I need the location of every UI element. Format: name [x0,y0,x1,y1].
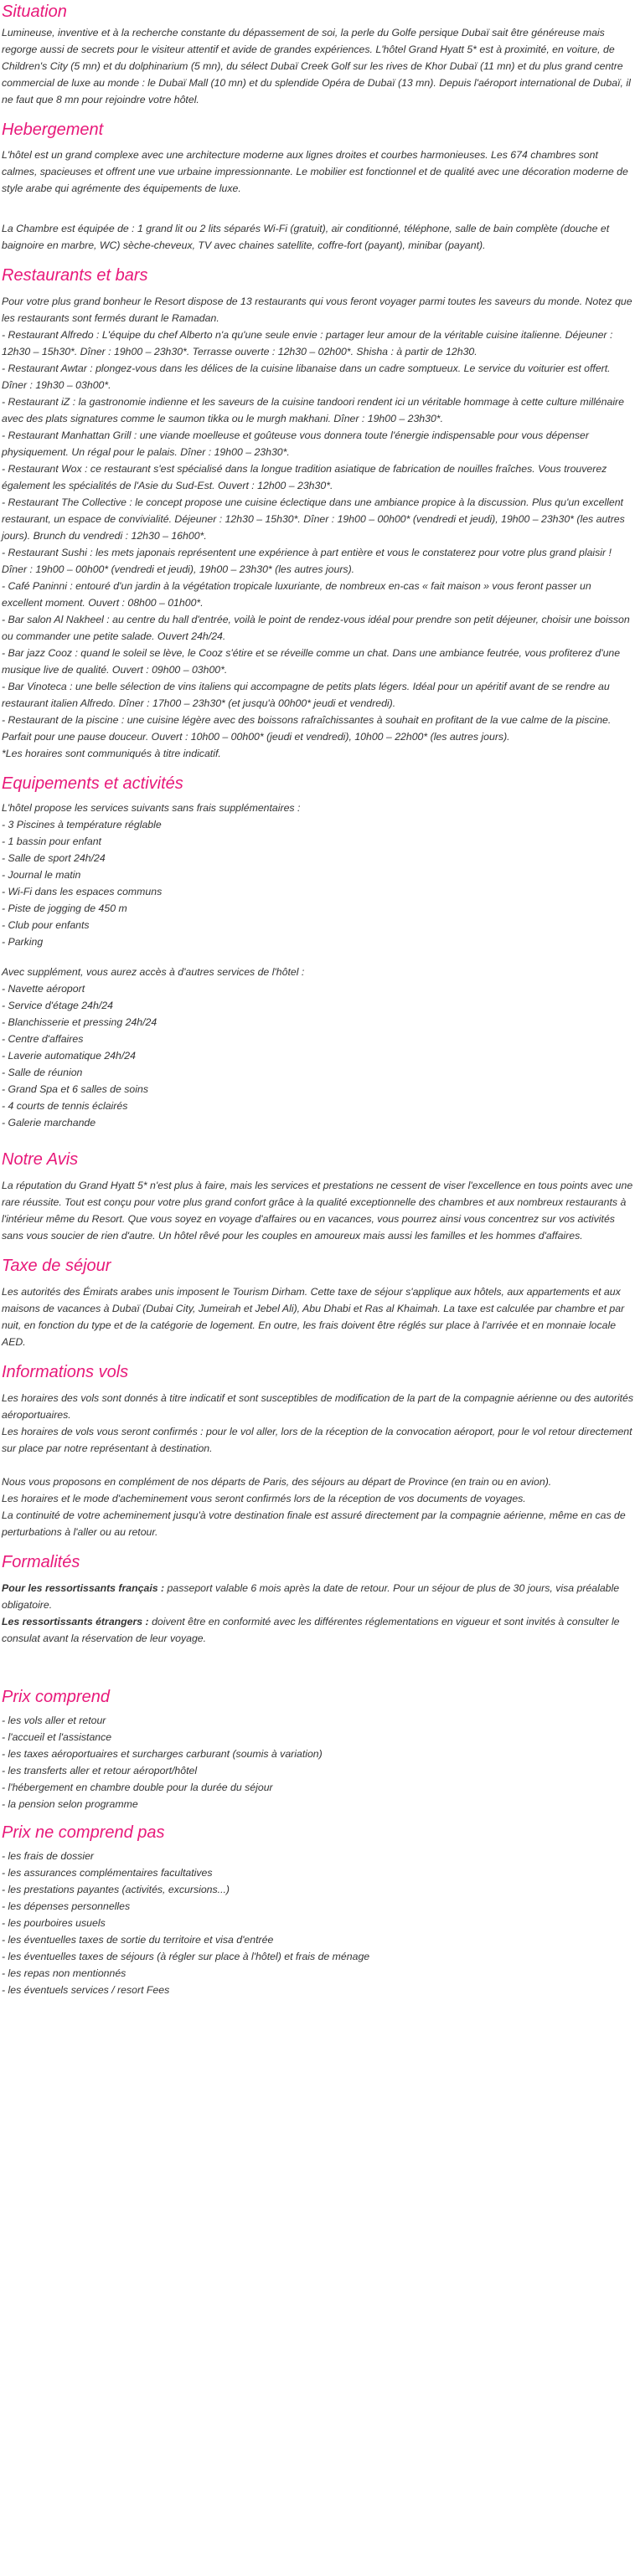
list-item: - les dépenses personnelles [2,1900,131,1912]
list-item: - Bar Vinoteca : une belle sélection de vins italiens qui accompagne de petits plats légers. Idéal pour un apéritif avant de se rendre au restaurant italien Alfredo. Dîner : 17h00 – 23h30* (et jusqu'à 00h00* jeudi et vendredi). [2,681,610,709]
section-title: Equipements et activités [2,774,183,793]
paragraph [2,1613,633,1647]
section-title: Taxe de séjour [2,1257,111,1275]
text-foreign: doivent être en conformité avec les différentes réglementations en vigueur et sont invités à consulter le consulat avant la réservation de leur voyage. [2,1616,620,1644]
label-french: Pour les ressortissants français : [2,1582,165,1594]
paragraph: Avec supplément, vous aurez accès à d'autres services de l'hôtel : [2,966,305,978]
list-item: - Restaurant iZ : la gastronomie indienne et les saveurs de la cuisine tandoori rendent ici un véritable hommage à cette culture millénaire avec des plats signatures comme le saumon tikka ou le murgh makhani. Dîner : 19h00 – 23h30*. [2,396,624,424]
list-item: - Bar jazz Cooz : quand le soleil se lève, le Cooz s'étire et se réveille comme un chat. Dans une ambiance feutrée, vous profiterez d'une musique live de qualité. Ouvert : 09h00 – 03h00*. [2,647,621,676]
spacer [2,950,633,964]
list-item: - Laverie automatique 24h/24 [2,1050,136,1062]
list-item: - Club pour enfants [2,919,90,931]
section-title: Restaurants et bars [2,266,148,285]
list-item: - les pourboires usuels [2,1917,106,1929]
section-prix-comprend [2,1687,633,1812]
list-item: - Salle de sport 24h/24 [2,852,106,864]
section-title: Informations vols [2,1363,129,1381]
section-title: Prix comprend [2,1688,110,1706]
section-title: Prix ne comprend pas [2,1823,165,1842]
list-item: - Blanchisserie et pressing 24h/24 [2,1016,157,1028]
spacer [2,197,633,213]
list-item: - les assurances complémentaires facultatives [2,1867,213,1879]
spacer [2,1457,633,1473]
list-item: - Salle de réunion [2,1067,83,1078]
section-equipements [2,774,633,1131]
list-item: - Restaurant Wox : ce restaurant s'est spécialisé dans la longue tradition asiatique de fabrication de nouilles fraîches. Vous trouverez également les spécialités de l'Asie du Sud-Est. Ouvert : 12h00 – 23h30*. [2,463,607,491]
list-item: - les éventuelles taxes de sortie du territoire et visa d'entrée [2,1934,274,1946]
label-foreign: Les ressortissants étrangers : [2,1616,149,1627]
list-item: - l'hébergement en chambre double pour la durée du séjour [2,1782,273,1793]
list-item: - Journal le matin [2,869,81,881]
section-vols [2,1362,633,1540]
list-item: - Grand Spa et 6 salles de soins [2,1083,148,1095]
list-item: - l'accueil et l'assistance [2,1731,112,1743]
paragraph: Les horaires de vols vous seront confirmés : pour le vol aller, lors de la réception de la convocation aéroport, pour le vol retour directement sur place par notre représentant à destination. [2,1426,632,1454]
list-item: - Restaurant The Collective : le concept propose une cuisine éclectique dans une ambiance propice à la discussion. Plus qu'un excellent restaurant, un espace de convivialité. Déjeuner : 12h30 – 15h30*. Dîner : 19h00 – 00h00* (vendredi et jeudi), 19h00 – 23h30* (les autres jours). Brunch du vendredi : 12h30 – 16h00*. [2,496,625,542]
list-item: - Restaurant Awtar : plongez-vous dans les délices de la cuisine libanaise dans un cadre somptueux. Le service du voiturier est offert. Dîner : 19h30 – 03h00*. [2,362,611,391]
list-item: - Service d'étage 24h/24 [2,1000,113,1011]
list-item: - les repas non mentionnés [2,1967,126,1979]
section-avis [2,1149,633,1244]
list-item: - 3 Piscines à température réglable [2,819,162,830]
free-services-list [2,816,633,950]
paragraph: La Chambre est équipée de : 1 grand lit ou 2 lits séparés Wi-Fi (gratuit), air conditionné, téléphone, salle de bain complète (douche et baignoire en marbre, WC) sèche-cheveux, TV avec chaines satellite, coffre-fort (payant), minibar (payant). [2,223,610,251]
list-item: - la pension selon programme [2,1798,138,1810]
included-list [2,1712,633,1812]
list-item: - les vols aller et retour [2,1715,106,1726]
paragraph: La réputation du Grand Hyatt 5* n'est plus à faire, mais les services et prestations ne cessent de viser l'excellence en tous points avec une rare réussite. Tout est conçu pour votre plus grand confort grâce à la qualité exceptionnelle des chambres et aux nombreux restaurants à l'intérieur même du Resort. Que vous soyez en voyage d'affaires ou en vacances, vous pourrez ainsi vous concentrez sur vos activités sans vous soucier de rien d'autre. Un hôtel rêvé pour les couples en amoureux mais aussi les familles et les hommes d'affaires. [2,1180,633,1242]
text-french: passeport valable 6 mois après la date de retour. Pour un séjour de plus de 30 jours, visa préalable obligatoire. [2,1582,620,1611]
list-item: - les éventuels services / resort Fees [2,1984,170,1996]
paragraph: Les horaires et le mode d'acheminement vous seront confirmés lors de la réception de vos documents de voyages. [2,1493,526,1504]
list-item: - Navette aéroport [2,983,85,995]
list-item: - Restaurant Sushi : les mets japonais représentent une expérience à part entière et vous le constaterez pour votre plus grand plaisir ! Dîner : 19h00 – 00h00* (vendredi et jeudi), 19h00 – 23h30* (les autres jours). [2,547,612,575]
list-item: - Galerie marchande [2,1117,96,1129]
section-taxe [2,1256,633,1350]
paragraph: Nous vous proposons en complément de nos départs de Paris, des séjours au départ de Province (en train ou en avion). [2,1476,552,1488]
section-title: Formalités [2,1553,80,1571]
section-restaurants [2,265,633,762]
list-item: - Restaurant de la piscine : une cuisine légère avec des boissons rafraîchissantes à souhait en profitant de la vue calme de la piscine. Parfait pour une pause douceur. Ouvert : 10h00 – 00h00* (jeudi et vendredi), 10h00 – 22h00* (les autres jours). [2,714,612,743]
list-item: - Piste de jogging de 450 m [2,902,127,914]
list-item: - Restaurant Manhattan Grill : une viande moelleuse et goûteuse vous donnera toute l'énergie indispensable pour vous dépenser physiquement. Un régal pour le palais. Dîner : 19h00 – 23h30*. [2,429,589,458]
section-situation [2,0,633,108]
section-title: Hebergement [2,121,104,139]
list-item: - Parking [2,936,44,948]
paid-services-list [2,980,633,1131]
list-item: - Restaurant Alfredo : L'équipe du chef Alberto n'a qu'une seule envie : partager leur amour de la véritable cuisine italienne. Déjeuner : 12h30 – 15h30*. Dîner : 19h00 – 23h30*. Terrasse ouverte : 12h30 – 02h00*. Shisha : à partir de 12h30. [2,329,613,357]
list-item: - Bar salon Al Nakheel : au centre du hall d'entrée, voilà le point de rendez-vous idéal pour prendre son petit déjeuner, choisir une boisson ou commander une petite salade. Ouvert 24h/24. [2,614,630,642]
list-item: - les éventuelles taxes de séjours (à régler sur place à l'hôtel) et frais de ménage [2,1951,370,1962]
list-item: - Wi-Fi dans les espaces communs [2,886,163,897]
footnote: *Les horaires sont communiqués à titre indicatif. [2,748,221,759]
list-item: - Café Paninni : entouré d'un jardin à la végétation tropicale luxuriante, de nombreux en-cas « fait maison » vous feront passer un excellent moment. Ouvert : 08h00 – 01h00*. [2,580,591,609]
excluded-list [2,1848,633,1998]
paragraph: L'hôtel est un grand complexe avec une architecture moderne aux lignes droites et courbes harmonieuses. Les 674 chambres sont calmes, spacieuses et offrent une vue urbaine impressionnante. Le mobilier est fonctionnel et de qualité avec une décoration moderne de style arabe qui agrémente des équipements de luxe. [2,149,628,194]
section-title: Situation [2,3,67,21]
paragraph: Les horaires des vols sont donnés à titre indicatif et sont susceptibles de modification de la part de la compagnie aérienne ou des autorités aéroportuaires. [2,1392,633,1421]
list-item: - Centre d'affaires [2,1033,84,1045]
list-item: - les taxes aéroportuaires et surcharges carburant (soumis à variation) [2,1748,323,1760]
section-formalites [2,1552,633,1647]
paragraph [2,1580,633,1613]
list-item: - 1 bassin pour enfant [2,836,101,847]
list-item: - 4 courts de tennis éclairés [2,1100,128,1112]
section-prix-ne-comprend-pas [2,1823,633,1998]
section-title: Notre Avis [2,1150,79,1169]
paragraph: La continuité de votre acheminement jusqu'à votre destination finale est assuré directement par la compagnie aérienne, même en cas de perturbations à l'aller ou au retour. [2,1509,626,1538]
restaurant-list [2,293,633,762]
list-item: - les frais de dossier [2,1850,95,1862]
paragraph: Lumineuse, inventive et à la recherche constante du dépassement de soi, la perle du Golfe persique Dubaï sait être généreuse mais regorge aussi de secrets pour le visiteur attentif et avide de grandes expériences. L'hôtel Grand Hyatt 5* est à proximité, en voiture, de Children's City (5 mn) et du dolphinarium (5 mn), du sélect Dubaï Creek Golf sur les rives de Khor Dubaï (11 mn) et du plus grand centre commercial de luxe au monde : le Dubaï Mall (10 mn) et du splendide Opéra de Dubaï (13 mn). Depuis l'aéroport international de Dubaï, il ne faut que 8 mn pour rejoindre votre hôtel. [2,27,631,105]
section-hebergement [2,120,633,254]
paragraph: L'hôtel propose les services suivants sans frais supplémentaires : [2,802,301,814]
paragraph: Les autorités des Émirats arabes unis imposent le Tourism Dirham. Cette taxe de séjour s'applique aux hôtels, aux appartements et aux maisons de vacances à Dubaï (Dubai City, Jumeirah et Jebel Ali), Abu Dhabi et Ras al Khaimah. La taxe est calculée par chambre et par nuit, en fonction du type et de la catégorie de logement. En outre, les frais doivent être réglés sur place à l'arrivée et en monnaie locale AED. [2,1286,625,1348]
list-item: - les prestations payantes (activités, excursions...) [2,1884,230,1895]
list-item: - les transferts aller et retour aéroport/hôtel [2,1765,198,1776]
list-item: Pour votre plus grand bonheur le Resort dispose de 13 restaurants qui vous feront voyager parmi toutes les saveurs du monde. Notez que les restaurants sont fermés durant le Ramadan. [2,296,632,324]
